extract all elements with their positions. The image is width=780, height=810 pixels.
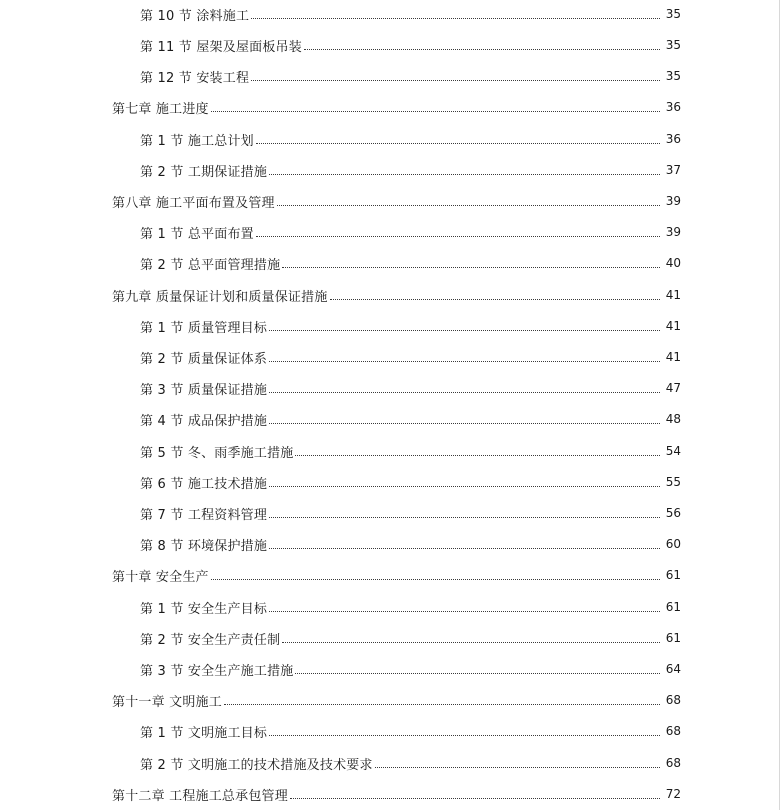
dot-leader	[375, 767, 660, 768]
dot-leader	[256, 143, 660, 144]
toc-chapter[interactable]	[0, 285, 780, 305]
toc-entry[interactable]	[0, 534, 780, 554]
toc-chapter[interactable]	[0, 191, 780, 211]
toc-entry-label: 第七章 施工进度	[112, 101, 209, 117]
toc-entry-page: 41	[665, 350, 681, 364]
dot-leader	[269, 486, 660, 487]
dot-leader	[295, 673, 660, 674]
toc-entry[interactable]	[0, 409, 780, 429]
toc-entry-label: 第 1 节 施工总计划	[140, 133, 254, 149]
toc-entry[interactable]	[0, 4, 780, 24]
toc-entry-label: 第 4 节 成品保护措施	[140, 413, 268, 429]
toc-entry[interactable]	[0, 347, 780, 367]
dot-leader	[269, 392, 660, 393]
toc-entry-page: 54	[665, 444, 681, 458]
toc-entry-page: 47	[665, 381, 681, 395]
toc-entry-label: 第 2 节 文明施工的技术措施及技术要求	[140, 757, 373, 773]
toc-entry[interactable]	[0, 253, 780, 273]
toc-entry-label: 第 1 节 质量管理目标	[140, 320, 268, 336]
toc-entry-page: 35	[665, 38, 681, 52]
dot-leader	[269, 517, 660, 518]
toc-entry-page: 61	[665, 600, 681, 614]
toc-entry-page: 39	[665, 194, 681, 208]
toc-entry-label: 第 12 节 安装工程	[140, 70, 250, 86]
toc-entry-label: 第十一章 文明施工	[112, 694, 222, 710]
toc-entry[interactable]	[0, 721, 780, 741]
toc-entry-label: 第 2 节 工期保证措施	[140, 164, 268, 180]
toc-entry-label: 第 11 节 屋架及屋面板吊装	[140, 39, 302, 55]
dot-leader	[290, 798, 660, 799]
toc-entry-label: 第 3 节 安全生产施工措施	[140, 663, 294, 679]
toc-entry-page: 64	[665, 662, 681, 676]
toc-entry-page: 36	[665, 132, 681, 146]
dot-leader	[269, 423, 660, 424]
toc-entry-label: 第 10 节 涂料施工	[140, 8, 250, 24]
dot-leader	[330, 299, 660, 300]
dot-leader	[277, 205, 660, 206]
dot-leader	[251, 18, 660, 19]
toc-entry-page: 41	[665, 319, 681, 333]
dot-leader	[269, 548, 660, 549]
toc-entry-label: 第 6 节 施工技术措施	[140, 476, 268, 492]
toc-chapter[interactable]	[0, 690, 780, 710]
dot-leader	[269, 611, 660, 612]
toc-entry-label: 第 1 节 文明施工目标	[140, 725, 268, 741]
dot-leader	[269, 330, 660, 331]
toc-entry-page: 35	[665, 69, 681, 83]
dot-leader	[211, 579, 660, 580]
toc-entry-page: 68	[665, 724, 681, 738]
dot-leader	[224, 704, 660, 705]
toc-entry-page: 61	[665, 568, 681, 582]
dot-leader	[269, 735, 660, 736]
dot-leader	[211, 111, 660, 112]
toc-entry[interactable]	[0, 753, 780, 773]
toc-entry-page: 36	[665, 100, 681, 114]
dot-leader	[269, 361, 660, 362]
toc-entry-label: 第十章 安全生产	[112, 569, 209, 585]
toc-entry-page: 61	[665, 631, 681, 645]
toc-entry-label: 第九章 质量保证计划和质量保证措施	[112, 289, 328, 305]
toc-chapter[interactable]	[0, 784, 780, 804]
dot-leader	[282, 642, 660, 643]
toc-entry-label: 第八章 施工平面布置及管理	[112, 195, 275, 211]
toc-entry-label: 第 2 节 总平面管理措施	[140, 257, 281, 273]
toc-entry-label: 第 3 节 质量保证措施	[140, 382, 268, 398]
toc-entry[interactable]	[0, 160, 780, 180]
toc-entry-page: 40	[665, 256, 681, 270]
toc-entry-page: 60	[665, 537, 681, 551]
toc-entry-page: 39	[665, 225, 681, 239]
toc-entry[interactable]	[0, 35, 780, 55]
toc-entry-page: 72	[665, 787, 681, 801]
toc-entry[interactable]	[0, 316, 780, 336]
dot-leader	[269, 174, 660, 175]
toc-entry-label: 第 2 节 质量保证体系	[140, 351, 268, 367]
toc-entry-page: 41	[665, 288, 681, 302]
dot-leader	[282, 267, 660, 268]
toc-entry-label: 第 5 节 冬、雨季施工措施	[140, 445, 294, 461]
dot-leader	[304, 49, 660, 50]
toc-entry[interactable]	[0, 597, 780, 617]
toc-entry-page: 55	[665, 475, 681, 489]
toc-entry-page: 37	[665, 163, 681, 177]
toc-entry-page: 68	[665, 693, 681, 707]
toc-entry-label: 第 1 节 安全生产目标	[140, 601, 268, 617]
toc-entry[interactable]	[0, 472, 780, 492]
dot-leader	[295, 455, 660, 456]
toc-entry-label: 第 7 节 工程资料管理	[140, 507, 268, 523]
toc-entry[interactable]	[0, 659, 780, 679]
toc-entry-label: 第 2 节 安全生产责任制	[140, 632, 281, 648]
toc-entry[interactable]	[0, 441, 780, 461]
toc-chapter[interactable]	[0, 97, 780, 117]
toc-entry[interactable]	[0, 66, 780, 86]
toc-entry-page: 35	[665, 7, 681, 21]
toc-entry[interactable]	[0, 628, 780, 648]
dot-leader	[251, 80, 660, 81]
dot-leader	[256, 236, 660, 237]
toc-entry[interactable]	[0, 222, 780, 242]
toc-entry[interactable]	[0, 378, 780, 398]
toc-entry-page: 48	[665, 412, 681, 426]
toc-entry-label: 第 8 节 环境保护措施	[140, 538, 268, 554]
toc-entry-page: 68	[665, 756, 681, 770]
toc-chapter[interactable]	[0, 565, 780, 585]
toc-entry-page: 56	[665, 506, 681, 520]
toc-entry[interactable]	[0, 129, 780, 149]
toc-entry[interactable]	[0, 503, 780, 523]
toc-entry-label: 第十二章 工程施工总承包管理	[112, 788, 288, 804]
toc-entry-label: 第 1 节 总平面布置	[140, 226, 254, 242]
